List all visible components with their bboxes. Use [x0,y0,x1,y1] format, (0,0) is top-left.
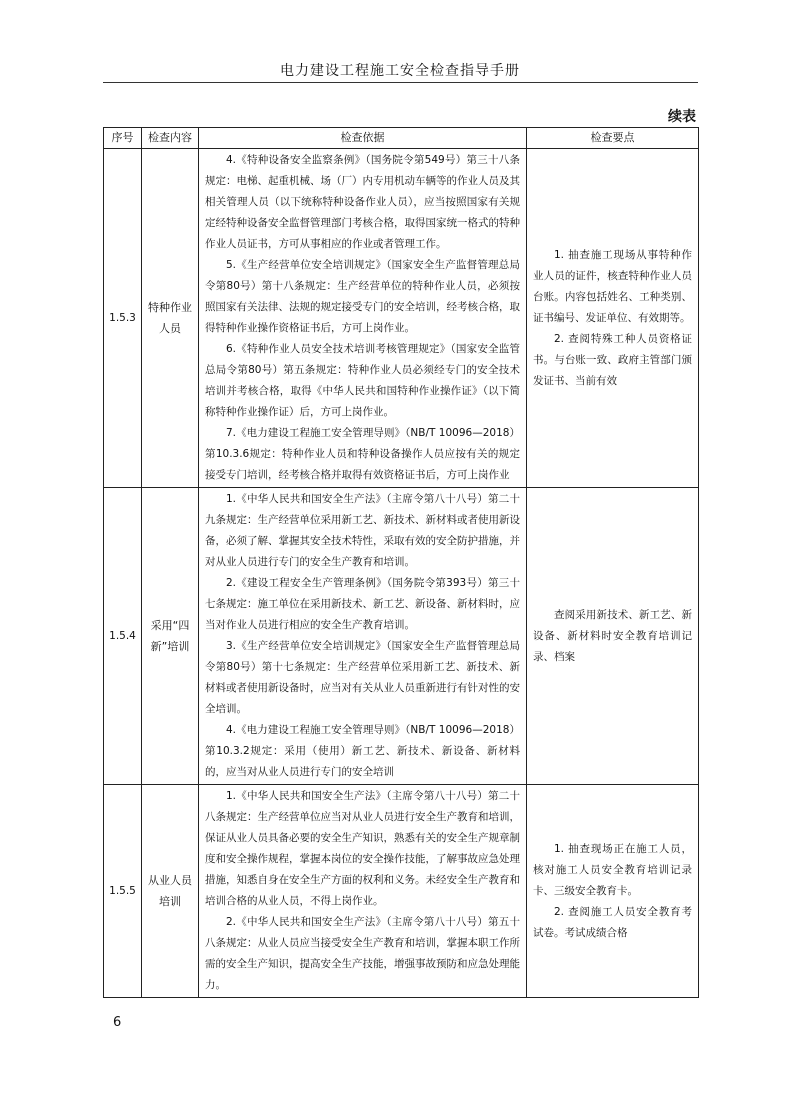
basis-paragraph: 5.《生产经营单位安全培训规定》（国家安全生产监督管理总局令第80号）第十八条规定：生产经营单位的特种作业人员，必须按照国家有关法律、法规的规定接受专门的安全培训，经考核合格，取得特种作业操作资格证书后，方可上岗作业。 [205,259,520,334]
table-row [104,488,699,785]
table-header-row [104,128,699,149]
page-number: 6 [113,1015,122,1030]
column-header-item: 检查内容 [142,128,199,149]
table-row [104,149,699,488]
running-header: 电力建设工程施工安全检查指导手册 [280,63,520,79]
points-paragraph: 2. 查阅施工人员安全教育考试卷。考试成绩合格 [533,905,692,939]
points-paragraph: 1. 抽查施工现场从事特种作业人员的证件，核查特种作业人员台账。内容包括姓名、工种类别、证书编号、发证单位、有效期等。 [533,248,692,324]
header-rule [103,82,698,83]
points-paragraph: 1. 抽查现场正在施工人员，核对施工人员安全教育培训记录卡、三级安全教育卡。 [533,842,692,897]
check-points [527,785,699,998]
basis-paragraph: 1.《中华人民共和国安全生产法》（主席令第八十八号）第二十九条规定：生产经营单位采用新工艺、新技术、新材料或者使用新设备，必须了解、掌握其安全技术特性，采取有效的安全防护措施，并对从业人员进行专门的安全生产教育和培训。 [205,493,520,568]
check-basis [199,149,527,488]
column-header-points: 检查要点 [527,128,699,149]
basis-paragraph: 2.《中华人民共和国安全生产法》（主席令第八十八号）第五十八条规定：从业人员应当接受安全生产教育和培训，掌握本职工作所需的安全生产知识，提高安全生产技能，增强事故预防和应急处理能力。 [205,916,520,991]
basis-paragraph: 3.《生产经营单位安全培训规定》（国家安全生产监督管理总局令第80号）第十七条规定：生产经营单位采用新工艺、新技术、新材料或者使用新设备时，应当对有关从业人员重新进行有针对性的安全培训。 [205,640,520,715]
points-paragraph: 2. 查阅特殊工种人员资格证书。与台账一致、政府主管部门颁发证书、当前有效 [533,332,692,387]
check-points [527,149,699,488]
check-item: 从业人员培训 [142,785,199,998]
basis-paragraph: 6.《特种作业人员安全技术培训考核管理规定》（国家安全监管总局令第80号）第五条规定：特种作业人员必须经专门的安全技术培训并考核合格，取得《中华人民共和国特种作业操作证》（以下简称特种作业操作证）后，方可上岗作业。 [205,343,520,418]
table-row [104,785,699,998]
check-item: 采用“四新”培训 [142,488,199,785]
continued-label: 续表 [668,109,696,125]
basis-paragraph: 2.《建设工程安全生产管理条例》（国务院令第393号）第三十七条规定：施工单位在采用新技术、新工艺、新设备、新材料时，应当对作业人员进行相应的安全生产教育培训。 [205,577,520,631]
basis-paragraph: 4.《特种设备安全监察条例》（国务院令第549号）第三十八条规定：电梯、起重机械、场（厂）内专用机动车辆等的作业人员及其相关管理人员（以下统称特种设备作业人员），应当按照国家有关规定经特种设备安全监督管理部门考核合格，取得国家统一格式的特种作业人员证书，方可从事相应的作业或者管理工作。 [205,154,520,250]
check-item: 特种作业人员 [142,149,199,488]
check-points [527,488,699,785]
check-basis [199,785,527,998]
basis-paragraph: 7.《电力建设工程施工安全管理导则》（NB/T 10096—2018）第10.3.6规定：特种作业人员和特种设备操作人员应按有关的规定接受专门培训，经考核合格并取得有效资格证书后，方可上岗作业 [205,427,520,481]
inspection-table [103,127,699,998]
check-basis [199,488,527,785]
basis-paragraph: 1.《中华人民共和国安全生产法》（主席令第八十八号）第二十八条规定：生产经营单位应当对从业人员进行安全生产教育和培训，保证从业人员具备必要的安全生产知识，熟悉有关的安全生产规章制度和安全操作规程，掌握本岗位的安全操作技能，了解事故应急处理措施，知悉自身在安全生产方面的权利和义务。未经安全生产教育和培训合格的从业人员，不得上岗作业。 [205,790,520,907]
row-number: 1.5.5 [104,785,142,998]
column-header-no: 序号 [104,128,142,149]
row-number: 1.5.3 [104,149,142,488]
column-header-basis: 检查依据 [199,128,527,149]
basis-paragraph: 4.《电力建设工程施工安全管理导则》（NB/T 10096—2018）第10.3.2规定：采用（使用）新工艺、新技术、新设备、新材料的，应当对从业人员进行专门的安全培训 [205,724,520,778]
points-paragraph: 查阅采用新技术、新工艺、新设备、新材料时安全教育培训记录、档案 [533,608,692,663]
row-number: 1.5.4 [104,488,142,785]
